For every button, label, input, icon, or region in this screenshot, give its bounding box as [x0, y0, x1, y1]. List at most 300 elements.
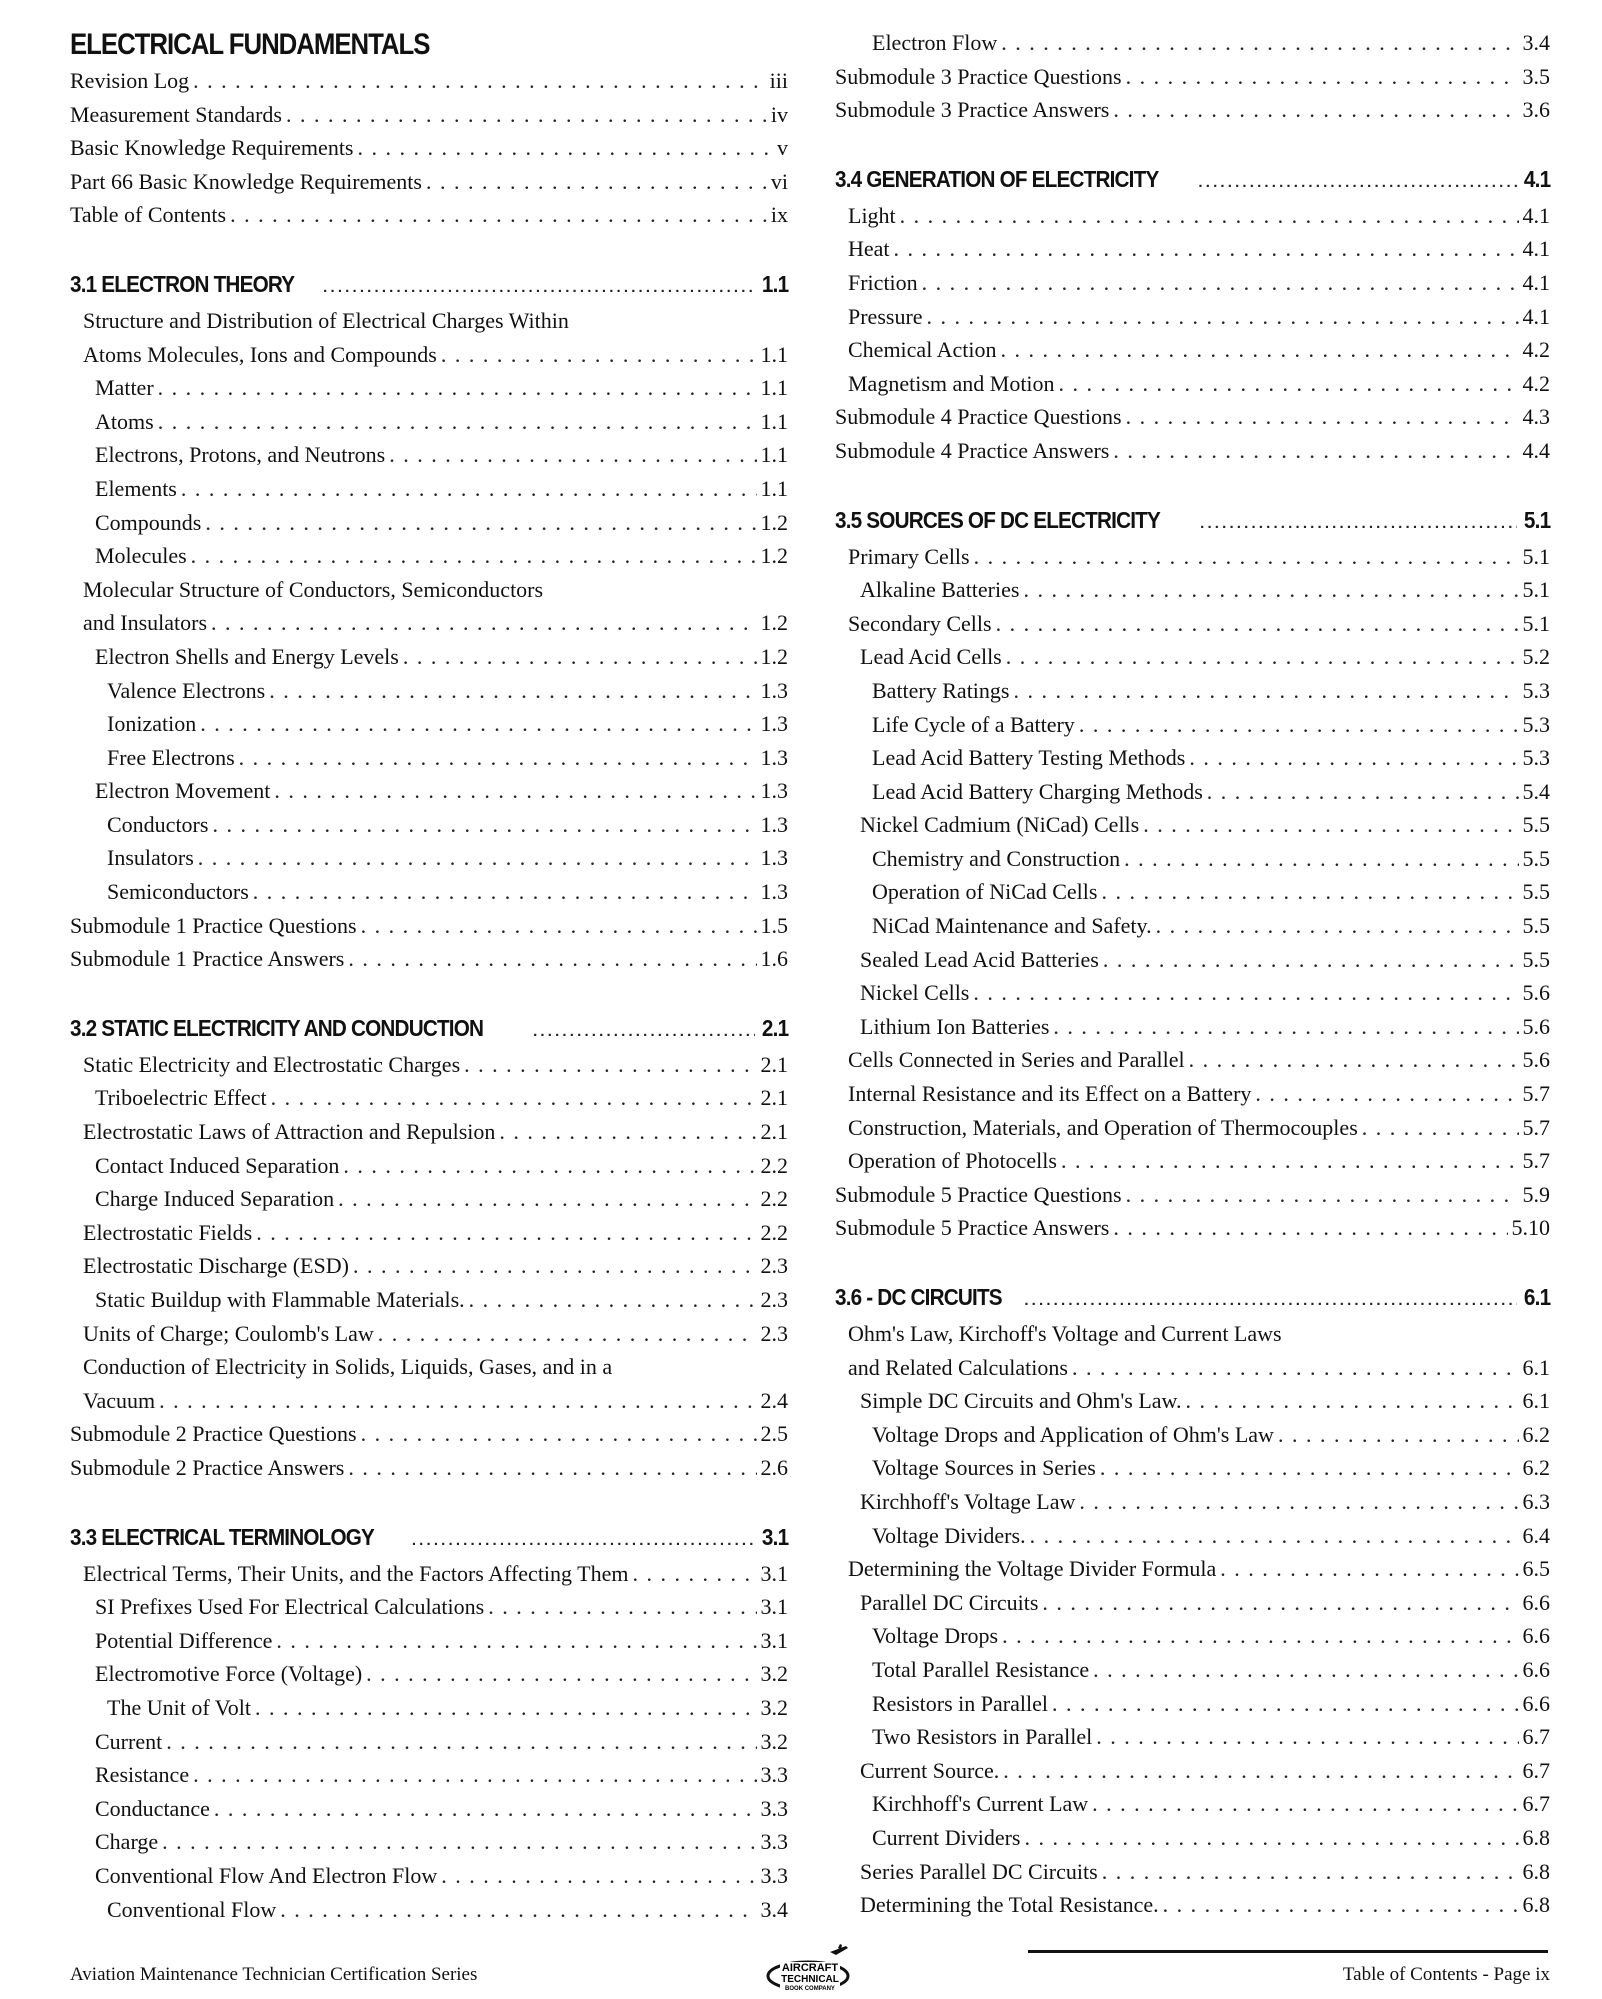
toc-entry[interactable]	[835, 708, 1550, 742]
entry-page-number: 5.1	[1523, 506, 1550, 533]
entry-page-number: ix	[770, 202, 788, 228]
toc-entry[interactable]	[835, 199, 1550, 233]
toc-entry[interactable]	[835, 434, 1550, 468]
entry-page-number: 6.7	[1522, 1724, 1550, 1750]
toc-entry[interactable]	[70, 64, 788, 98]
dot-leader	[1126, 1178, 1519, 1212]
toc-entry[interactable]	[70, 98, 788, 132]
dot-leader	[1126, 400, 1519, 434]
dot-leader	[1024, 1277, 1516, 1321]
toc-entry[interactable]	[835, 909, 1550, 943]
dot-leader	[927, 300, 1519, 334]
dot-leader	[1096, 1720, 1518, 1754]
toc-entry[interactable]	[70, 674, 788, 708]
entry-page-number: v	[777, 135, 788, 161]
dot-leader	[205, 506, 756, 540]
entry-page-number: 5.1	[1522, 610, 1550, 636]
toc-entry[interactable]	[835, 1317, 1550, 1351]
toc-entry[interactable]	[70, 741, 788, 775]
dot-leader	[1100, 1451, 1519, 1485]
toc-entry[interactable]	[835, 1687, 1550, 1721]
dot-leader	[922, 266, 1519, 300]
toc-entry[interactable]	[70, 1590, 788, 1624]
entry-page-number: 3.4	[760, 1896, 788, 1922]
toc-entry[interactable]	[835, 1451, 1550, 1485]
toc-entry[interactable]	[70, 1691, 788, 1725]
toc-entry[interactable]	[835, 1821, 1550, 1855]
entry-label: Electron Movement	[95, 778, 271, 804]
entry-page-number: 2.1	[760, 1085, 788, 1111]
section-dc-circuits	[835, 1277, 1550, 1922]
entry-page-number: 3.4	[1522, 30, 1550, 55]
entry-page-number: 3.1	[760, 1560, 788, 1586]
toc-entry[interactable]	[70, 1758, 788, 1792]
entry-label: Two Resistors in Parallel	[872, 1724, 1093, 1750]
entry-label: Revision Log	[70, 68, 190, 93]
toc-entry[interactable]	[835, 842, 1550, 876]
entry-label: Voltage Sources in Series	[872, 1455, 1096, 1481]
entry-label: Electrostatic Fields	[83, 1219, 253, 1245]
entry-label: Conventional Flow And Electron Flow	[95, 1862, 438, 1888]
entry-label: Kirchhoff's Voltage Law	[860, 1488, 1076, 1514]
entry-label: 3.6 - DC CIRCUITS	[835, 1284, 1002, 1310]
entry-label: Cells Connected in Series and Parallel	[848, 1047, 1185, 1073]
dot-leader	[348, 1451, 756, 1485]
entry-page-number: 1.1	[760, 442, 788, 468]
toc-entry[interactable]	[835, 674, 1550, 708]
dot-leader	[1189, 1043, 1519, 1077]
toc-entry[interactable]	[70, 808, 788, 842]
entry-page-number: 3.6	[1522, 97, 1550, 123]
toc-entry[interactable]	[835, 775, 1550, 809]
entry-label: Submodule 3 Practice Answers	[835, 97, 1110, 123]
toc-entry[interactable]	[835, 333, 1550, 367]
entry-page-number: 6.1	[1523, 1284, 1550, 1310]
entry-label: Molecules	[95, 543, 187, 569]
dot-leader	[1255, 1077, 1518, 1111]
dot-leader	[1278, 1418, 1519, 1452]
entry-page-number: 3.1	[761, 1523, 788, 1550]
entry-label: Magnetism and Motion	[848, 370, 1055, 396]
entry-page-number: 2.2	[760, 1186, 788, 1212]
toc-entry[interactable]	[835, 232, 1550, 266]
toc-entry[interactable]	[835, 300, 1550, 334]
entry-page-number: 1.1	[760, 375, 788, 401]
dot-leader	[1030, 1519, 1519, 1553]
toc-entry[interactable]	[835, 573, 1550, 607]
entry-label: Parallel DC Circuits	[860, 1589, 1039, 1615]
entry-label: Conduction of Electricity in Solids, Liquids, Gases, and in a	[83, 1354, 613, 1380]
entry-label: Electrostatic Discharge (ESD)	[83, 1253, 349, 1279]
dot-leader	[256, 1216, 756, 1250]
entry-label: Resistors in Parallel	[872, 1690, 1048, 1716]
entry-page-number: 5.3	[1522, 677, 1550, 703]
toc-entry[interactable]	[835, 1043, 1550, 1077]
toc-entry[interactable]	[835, 875, 1550, 909]
entry-label: Lead Acid Battery Charging Methods	[872, 778, 1203, 804]
toc-entry[interactable]	[70, 573, 788, 607]
toc-entry[interactable]	[835, 1552, 1550, 1586]
dot-leader	[1072, 1351, 1519, 1385]
entry-page-number: 5.6	[1522, 1013, 1550, 1039]
entry-label: Basic Knowledge Requirements	[70, 135, 354, 161]
entry-label: Ohm's Law, Kirchoff's Voltage and Current Laws	[848, 1321, 1282, 1346]
entry-label: Structure and Distribution of Electrical Charges Within	[83, 307, 569, 333]
toc-entry[interactable]	[835, 1586, 1550, 1620]
dot-leader	[338, 1182, 756, 1216]
entry-page-number: 2.3	[760, 1253, 788, 1279]
toc-entry[interactable]	[835, 976, 1550, 1010]
entry-label: Determining the Voltage Divider Formula	[848, 1556, 1217, 1582]
dot-leader	[1124, 842, 1518, 876]
toc-entry[interactable]	[835, 1418, 1550, 1452]
toc-entry[interactable]	[835, 1351, 1550, 1385]
section-heading[interactable]	[70, 1008, 788, 1048]
entry-page-number: 5.5	[1522, 812, 1550, 838]
toc-entry[interactable]	[70, 1249, 788, 1283]
toc-entry[interactable]	[835, 1077, 1550, 1111]
toc-entry[interactable]	[70, 1182, 788, 1216]
toc-entry[interactable]	[835, 1653, 1550, 1687]
entry-page-number: 1.3	[760, 744, 788, 770]
toc-entry[interactable]	[835, 1178, 1550, 1212]
toc-entry[interactable]	[70, 165, 788, 199]
dot-leader	[358, 131, 774, 165]
dot-leader	[1002, 1619, 1518, 1653]
dot-leader	[193, 1758, 756, 1792]
dot-leader	[1143, 808, 1518, 842]
dot-leader	[1024, 1821, 1518, 1855]
toc-entry[interactable]	[835, 1010, 1550, 1044]
entry-label: Submodule 3 Practice Questions	[835, 63, 1122, 89]
dot-leader	[488, 1590, 756, 1624]
dot-leader	[1059, 367, 1519, 401]
entry-page-number: 1.1	[761, 270, 788, 297]
toc-entry[interactable]	[835, 1754, 1550, 1788]
toc-entry[interactable]	[835, 1211, 1550, 1245]
dot-leader	[361, 1417, 757, 1451]
entry-label: 3.1 ELECTRON THEORY	[70, 270, 295, 297]
entry-page-number: 3.1	[760, 1627, 788, 1653]
toc-entry[interactable]	[70, 774, 788, 808]
entry-label: Matter	[95, 375, 154, 401]
entry-label: Chemical Action	[848, 337, 997, 363]
toc-entry[interactable]	[835, 1111, 1550, 1145]
toc-entry[interactable]	[835, 1485, 1550, 1519]
toc-entry[interactable]	[835, 1384, 1550, 1418]
toc-entry[interactable]	[70, 1317, 788, 1351]
dot-leader	[276, 1624, 756, 1658]
footer-series-title: Aviation Maintenance Technician Certification Series	[70, 1964, 478, 1985]
dot-leader	[280, 1893, 756, 1927]
entry-label: Molecular Structure of Conductors, Semiconductors	[83, 576, 544, 602]
toc-entry[interactable]	[835, 367, 1550, 401]
dot-leader	[1200, 500, 1517, 544]
entry-label: Light	[848, 202, 896, 228]
entry-label: Electromotive Force (Voltage)	[95, 1661, 363, 1687]
section-generation-of-electricity	[835, 159, 1550, 468]
entry-label: Determining the Total Resistance.	[860, 1892, 1159, 1918]
entry-page-number: 4.1	[1522, 269, 1550, 295]
toc-entry[interactable]	[70, 1048, 788, 1082]
entry-label: Submodule 2 Practice Questions	[70, 1421, 357, 1447]
entry-label: Elements	[95, 475, 177, 501]
toc-entry[interactable]	[835, 1144, 1550, 1178]
entry-label: Ionization	[107, 711, 197, 737]
section-heading[interactable]	[70, 264, 788, 304]
toc-entry[interactable]	[835, 640, 1550, 674]
entry-page-number: 2.4	[760, 1387, 788, 1413]
toc-entry[interactable]	[835, 93, 1550, 127]
entry-page-number: 3.3	[760, 1762, 788, 1788]
entry-page-number: 3.3	[760, 1795, 788, 1821]
entry-label: Electron Shells and Energy Levels	[95, 643, 399, 669]
entry-page-number: 5.5	[1522, 879, 1550, 905]
toc-entry[interactable]	[70, 198, 788, 232]
toc-entry[interactable]	[835, 26, 1550, 60]
toc-entry[interactable]	[70, 304, 788, 338]
dot-leader	[403, 640, 757, 674]
entry-label: NiCad Maintenance and Safety.	[872, 913, 1152, 939]
dot-leader	[211, 606, 756, 640]
entry-page-number: 1.1	[760, 475, 788, 501]
dot-leader	[1113, 1211, 1507, 1245]
toc-entry[interactable]	[70, 506, 788, 540]
section-heading[interactable]	[835, 1277, 1550, 1317]
toc-entry[interactable]	[70, 942, 788, 976]
entry-page-number: 4.1	[1522, 236, 1550, 262]
entry-label: Semiconductors	[107, 879, 249, 905]
toc-entry[interactable]	[70, 539, 788, 573]
entry-page-number: 6.2	[1522, 1455, 1550, 1481]
entry-label: Atoms Molecules, Ions and Compounds	[83, 341, 437, 367]
entry-page-number: 4.4	[1522, 437, 1550, 463]
entry-label: Static Electricity and Electrostatic Charges	[83, 1051, 461, 1077]
toc-entry[interactable]	[70, 371, 788, 405]
toc-entry[interactable]	[70, 131, 788, 165]
toc-entry[interactable]	[835, 1888, 1550, 1922]
dot-leader	[974, 540, 1519, 574]
dot-leader	[255, 1691, 756, 1725]
entry-page-number: 1.2	[760, 610, 788, 636]
entry-label: 3.4 GENERATION OF ELECTRICITY	[835, 165, 1159, 192]
toc-entry[interactable]	[70, 1417, 788, 1451]
entry-page-number: 6.1	[1522, 1354, 1550, 1380]
dot-leader	[499, 1115, 756, 1149]
toc-entry[interactable]	[70, 405, 788, 439]
toc-entry[interactable]	[835, 1519, 1550, 1553]
toc-left-column	[70, 26, 788, 1926]
airplane-logo-icon	[760, 1942, 860, 1994]
toc-entry[interactable]	[70, 707, 788, 741]
entry-label: Operation of Photocells	[848, 1148, 1057, 1174]
dot-leader	[632, 1557, 756, 1591]
toc-entry[interactable]	[70, 1081, 788, 1115]
dot-leader	[193, 64, 765, 98]
dot-leader	[366, 1657, 756, 1691]
entry-page-number: 5.7	[1522, 1148, 1550, 1174]
dot-leader	[1102, 1855, 1519, 1889]
entry-page-number: 3.2	[760, 1728, 788, 1754]
entry-page-number: 6.8	[1522, 1824, 1550, 1850]
entry-label: Lithium Ion Batteries	[860, 1013, 1050, 1039]
toc-entry[interactable]	[70, 1283, 788, 1317]
entry-page-number: 1.1	[760, 408, 788, 434]
entry-label: Submodule 1 Practice Answers	[70, 946, 345, 972]
dot-leader	[269, 674, 756, 708]
dot-leader	[1000, 333, 1518, 367]
dot-leader	[533, 1008, 755, 1052]
entry-label: Electrons, Protons, and Neutrons	[95, 442, 386, 468]
toc-entry[interactable]	[70, 1350, 788, 1384]
entry-page-number: 6.2	[1522, 1421, 1550, 1447]
dot-leader	[1207, 775, 1519, 809]
toc-entry[interactable]	[835, 1855, 1550, 1889]
entry-label: Atoms	[95, 408, 154, 434]
dot-leader	[464, 1048, 756, 1082]
dot-leader	[1101, 875, 1518, 909]
toc-entry[interactable]	[70, 1825, 788, 1859]
entry-label: Electron Flow	[872, 30, 998, 55]
toc-entry[interactable]	[70, 1115, 788, 1149]
entry-page-number: 6.7	[1522, 1757, 1550, 1783]
entry-label: 3.3 ELECTRICAL TERMINOLOGY	[70, 1523, 375, 1550]
toc-entry[interactable]	[835, 1720, 1550, 1754]
toc-entry[interactable]	[70, 1893, 788, 1927]
toc-entry[interactable]	[70, 640, 788, 674]
toc-entry[interactable]	[835, 60, 1550, 94]
toc-entry[interactable]	[70, 606, 788, 640]
entry-label: Lead Acid Cells	[860, 644, 1002, 670]
dot-leader	[1220, 1552, 1518, 1586]
dot-leader	[323, 264, 755, 308]
dot-leader	[191, 539, 757, 573]
dot-leader	[1163, 1888, 1519, 1922]
toc-entry[interactable]	[70, 1149, 788, 1183]
entry-page-number: 5.5	[1522, 913, 1550, 939]
toc-entry[interactable]	[835, 607, 1550, 641]
entry-label: Pressure	[848, 303, 923, 329]
entry-label: Conductors	[107, 811, 209, 837]
dot-leader	[441, 338, 757, 372]
toc-entry[interactable]	[70, 1657, 788, 1691]
dot-leader	[1093, 1653, 1518, 1687]
entry-label: Conventional Flow	[107, 1896, 277, 1922]
toc-entry[interactable]	[70, 1859, 788, 1893]
entry-label: Electrostatic Laws of Attraction and Repulsion	[83, 1119, 496, 1145]
entry-page-number: vi	[770, 168, 788, 194]
entry-page-number: 5.2	[1522, 644, 1550, 670]
entry-page-number: 1.3	[760, 711, 788, 737]
entry-label: and Related Calculations	[848, 1354, 1068, 1380]
entry-page-number: 5.5	[1522, 845, 1550, 871]
toc-entry[interactable]	[70, 438, 788, 472]
toc-entry[interactable]	[835, 266, 1550, 300]
entry-label: Table of Contents	[70, 202, 227, 228]
toc-entry[interactable]	[835, 1787, 1550, 1821]
entry-page-number: 6.4	[1522, 1522, 1550, 1548]
dot-leader	[159, 1384, 756, 1418]
toc-entry[interactable]	[70, 1216, 788, 1250]
toc-entry[interactable]	[70, 841, 788, 875]
toc-entry[interactable]	[70, 1384, 788, 1418]
entry-label: Voltage Drops	[872, 1623, 999, 1649]
dot-leader	[361, 909, 757, 943]
toc-entry[interactable]	[835, 943, 1550, 977]
entry-label: Heat	[848, 236, 890, 262]
section-heading[interactable]	[70, 1517, 788, 1557]
toc-entry[interactable]	[70, 1451, 788, 1485]
entry-page-number: iv	[770, 101, 788, 127]
toc-entry[interactable]	[70, 1725, 788, 1759]
entry-page-number: 6.6	[1522, 1589, 1550, 1615]
dot-leader	[894, 232, 1519, 266]
entry-label: Life Cycle of a Battery	[872, 711, 1075, 737]
toc-entry[interactable]	[70, 875, 788, 909]
entry-page-number: 2.5	[760, 1421, 788, 1447]
toc-entry[interactable]	[70, 909, 788, 943]
entry-page-number: 5.6	[1522, 1047, 1550, 1073]
dot-leader	[996, 607, 1519, 641]
dot-leader	[973, 976, 1518, 1010]
entry-page-number: 4.1	[1523, 165, 1550, 192]
dot-leader	[1023, 573, 1518, 607]
entry-label: Charge	[95, 1829, 159, 1855]
entry-page-number: 3.1	[760, 1594, 788, 1620]
entry-page-number: 4.2	[1522, 337, 1550, 363]
entry-label: Electrical Terms, Their Units, and the Factors Affecting Them	[83, 1560, 629, 1586]
toc-entry[interactable]	[835, 808, 1550, 842]
entry-page-number: 3.3	[760, 1862, 788, 1888]
dot-leader	[1113, 93, 1518, 127]
entry-label: Operation of NiCad Cells	[872, 879, 1098, 905]
dot-leader	[343, 1149, 756, 1183]
entry-label: Submodule 5 Practice Questions	[835, 1181, 1122, 1207]
entry-page-number: 2.3	[760, 1287, 788, 1312]
entry-label: Voltage Dividers.	[872, 1522, 1026, 1548]
section-heading[interactable]	[835, 159, 1550, 199]
dot-leader	[412, 1517, 755, 1561]
dot-leader	[1006, 640, 1519, 674]
toc-entry[interactable]	[70, 472, 788, 506]
dot-leader	[286, 98, 767, 132]
dot-leader	[1001, 26, 1518, 60]
toc-entry[interactable]	[70, 338, 788, 372]
toc-entry[interactable]	[70, 1557, 788, 1591]
entry-page-number: 3.5	[1522, 63, 1550, 89]
entry-label: Triboelectric Effect	[95, 1085, 267, 1111]
toc-entry[interactable]	[835, 540, 1550, 574]
entry-page-number: 5.10	[1511, 1215, 1550, 1241]
entry-label: Construction, Materials, and Operation of Thermocouples	[848, 1114, 1358, 1140]
entry-page-number: 1.3	[760, 811, 788, 837]
dot-leader	[441, 1859, 756, 1893]
entry-label: Submodule 4 Practice Answers	[835, 437, 1110, 463]
entry-label: Submodule 2 Practice Answers	[70, 1454, 345, 1480]
toc-entry[interactable]	[70, 1792, 788, 1826]
section-heading[interactable]	[835, 500, 1550, 540]
dot-leader	[162, 1825, 756, 1859]
toc-entry[interactable]	[835, 741, 1550, 775]
dot-leader	[469, 1283, 757, 1317]
entry-label: Primary Cells	[848, 543, 970, 569]
toc-entry[interactable]	[835, 400, 1550, 434]
toc-entry[interactable]	[835, 1619, 1550, 1653]
document-title: ELECTRICAL FUNDAMENTALS	[70, 28, 430, 61]
dot-leader	[1079, 708, 1519, 742]
toc-entry[interactable]	[70, 1624, 788, 1658]
dot-leader	[389, 438, 756, 472]
